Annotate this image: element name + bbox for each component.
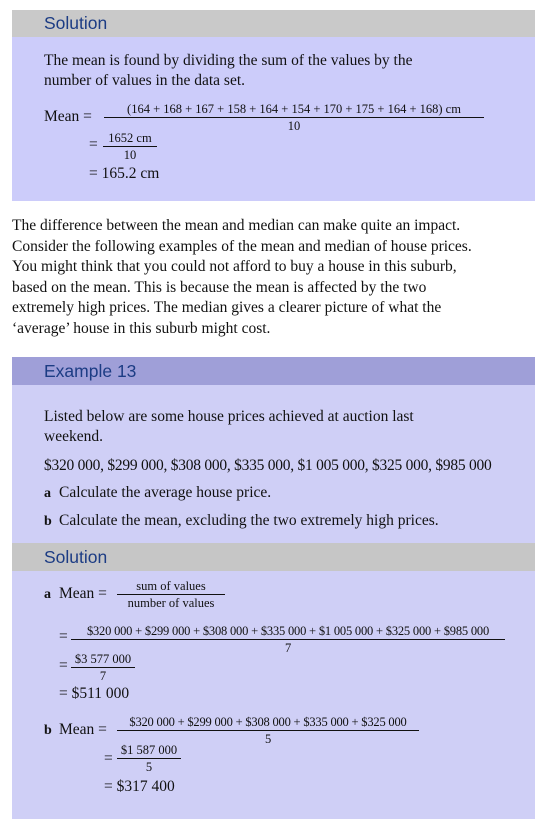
- mean-label: Mean =: [59, 585, 107, 602]
- equals-sign: =: [59, 657, 68, 674]
- all-prices-fraction: [71, 624, 505, 655]
- solution-intro-line1: The mean is found by dividing the sum of the values by the: [44, 52, 413, 69]
- equals-sign: =: [104, 750, 113, 767]
- question-a-letter: a: [44, 486, 51, 501]
- paragraph-line: extremely high prices. The median gives a clearer picture of what the: [12, 299, 442, 317]
- paragraph-line: based on the mean. This is because the mean is affected by the two: [12, 278, 427, 296]
- paragraph-line: Consider the following examples of the mean and median of house prices.: [12, 237, 472, 255]
- fraction-denominator: 10: [287, 119, 301, 133]
- equals-sign: =: [59, 628, 68, 645]
- answer-b-letter: b: [44, 723, 52, 738]
- question-a-text: Calculate the average house price.: [59, 484, 272, 501]
- fraction-numerator: (164 + 168 + 167 + 158 + 164 + 154 + 170 + 175 + 164 + 168) cm: [104, 102, 484, 118]
- example-line1: Listed below are some house prices achieved at auction last: [44, 408, 414, 425]
- mean-label: Mean =: [44, 108, 92, 125]
- paragraph-line: The difference between the mean and median can make quite an impact.: [12, 217, 461, 234]
- fraction-denominator: 5: [264, 732, 272, 746]
- answer-a-letter: a: [44, 587, 51, 602]
- question-b-text: Calculate the mean, excluding the two extremely high prices.: [59, 512, 439, 529]
- fraction-numerator: sum of values: [117, 579, 225, 595]
- example-line2: weekend.: [44, 428, 103, 445]
- example-heading: Example 13: [44, 361, 137, 381]
- solution-intro-line2: number of values in the data set.: [44, 72, 246, 89]
- fraction-numerator: 1652 cm: [103, 131, 157, 147]
- fraction-numerator: $320 000 + $299 000 + $308 000 + $335 000 + $1 005 000 + $325 000 + $985 000: [71, 624, 505, 640]
- explanation-paragraph: [12, 216, 537, 340]
- mean-definition-fraction: [117, 579, 225, 610]
- fraction-denominator: 5: [145, 760, 153, 774]
- fraction-denominator: 7: [284, 641, 292, 655]
- paragraph-line: You might think that you could not afford to buy a house in this suburb,: [12, 258, 457, 276]
- excluded-prices-fraction: [117, 715, 419, 746]
- total-fraction: [71, 652, 135, 683]
- solution-heading: Solution: [44, 547, 108, 567]
- paragraph-line: ‘average’ house in this suburb might cost.: [12, 319, 271, 337]
- house-prices: $320 000, $299 000, $308 000, $335 000, $1 005 000, $325 000, $985 000: [44, 457, 492, 474]
- fraction-denominator: 7: [99, 669, 107, 683]
- mean-label: Mean =: [59, 721, 107, 738]
- total-fraction: [117, 743, 181, 774]
- fraction-denominator: 10: [123, 148, 137, 162]
- mean-result: = 165.2 cm: [89, 165, 160, 182]
- fraction-numerator: $3 577 000: [71, 652, 135, 668]
- question-b-letter: b: [44, 514, 52, 529]
- solution-heading: Solution: [44, 13, 108, 33]
- fraction-numerator: $320 000 + $299 000 + $308 000 + $335 000 + $325 000: [117, 715, 419, 731]
- equals-sign: =: [89, 136, 98, 153]
- mean-fraction-total: [103, 131, 157, 162]
- mean-fraction-sum: [104, 102, 484, 133]
- answer-b-result: = $317 400: [104, 778, 175, 795]
- fraction-denominator: number of values: [127, 596, 215, 610]
- fraction-numerator: $1 587 000: [117, 743, 181, 759]
- answer-a-result: = $511 000: [59, 685, 130, 702]
